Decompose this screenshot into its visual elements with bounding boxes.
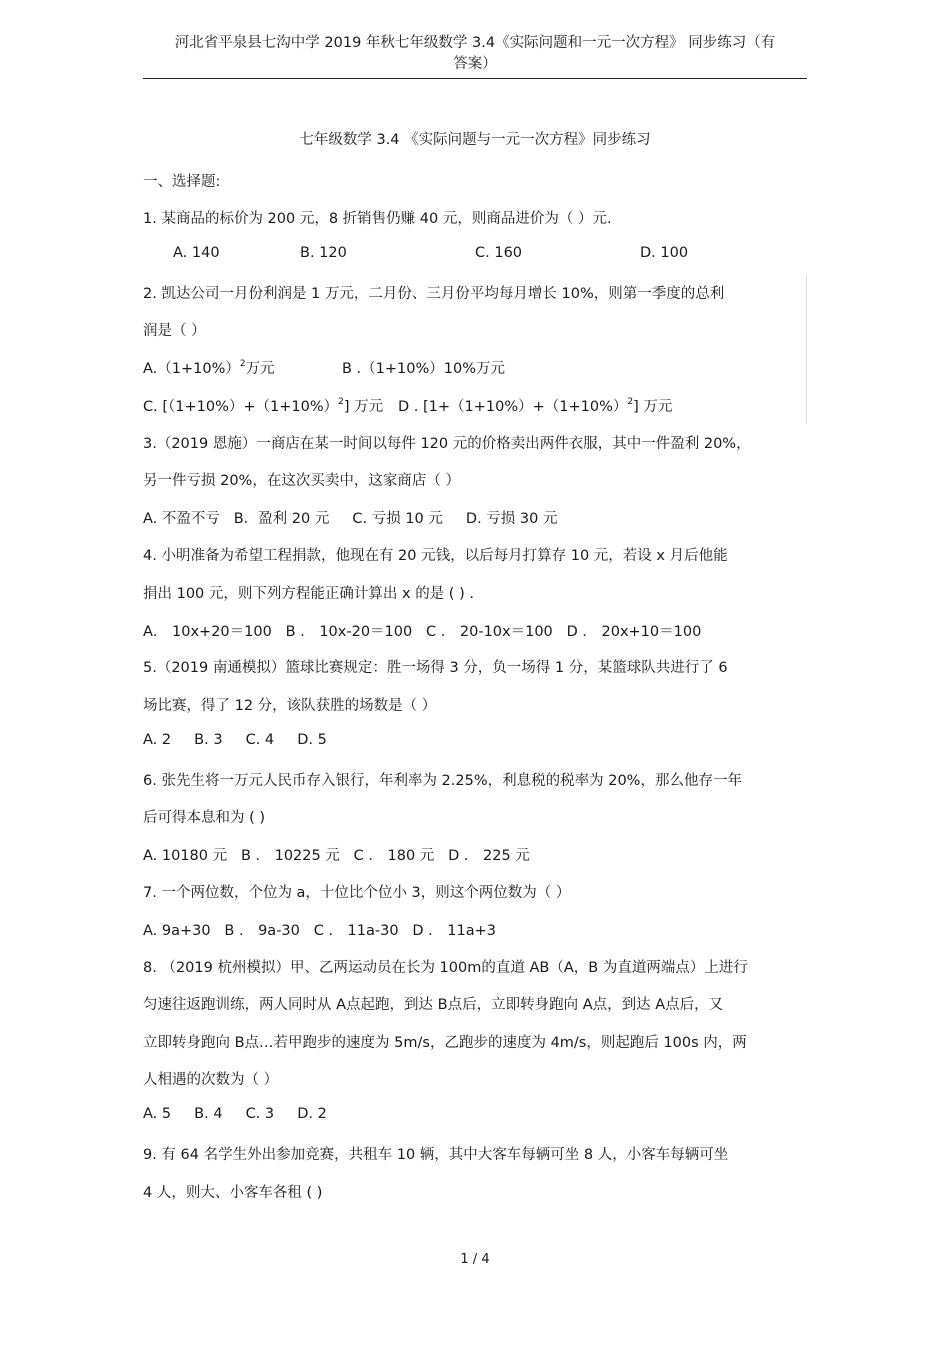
q3-options: A. 不盈不亏 B．盈利 20 元 C. 亏损 10 元 D. 亏损 30 元 (143, 511, 558, 527)
q8-options: A. 5 B. 4 C. 3 D. 2 (143, 1106, 327, 1122)
question-3-stem-line-2: 另一件亏损 20%，在这次买卖中，这家商店（ ） (143, 473, 460, 489)
question-5-stem-line-2: 场比赛，得了 12 分，该队获胜的场数是（ ） (143, 698, 437, 714)
question-4-stem-line-1: 4. 小明准备为希望工程捐款，他现在有 20 元钱，以后每月打算存 10 元，若设 x 月后他能 (143, 548, 728, 564)
question-6-stem-line-1: 6. 张先生将一万元人民币存入银行，年利率为 2.25%，利息税的税率为 20%，那么他存一年 (143, 773, 742, 789)
question-5-stem-line-1: 5.（2019 南通模拟）篮球比赛规定：胜一场得 3 分，负一场得 1 分，某篮球队共进行了 6 (143, 660, 728, 676)
question-6-stem-line-2: 后可得本息和为 ( ) (143, 810, 266, 826)
question-7-stem: 7. 一个两位数，个位为 a，十位比个位小 3，则这个两位数为（ ） (143, 885, 571, 901)
question-1-stem: 1. 某商品的标价为 200 元，8 折销售仍赚 40 元，则商品进价为（ ）元. (143, 211, 612, 227)
section-heading: 一、选择题: (143, 174, 221, 190)
question-8-stem-line-2: 匀速往返跑训练，两人同时从 A点起跑，到达 B点后，立即转身跑向 A点，到达 A点后，又 (143, 997, 724, 1013)
q1-option-c: C. 160 (475, 245, 523, 261)
q7-options: A. 9a+30 B ． 9a-30 C ． 11a-30 D ． 11a+3 (143, 923, 496, 939)
q6-options: A. 10180 元 B ． 10225 元 C ． 180 元 D ． 225 元 (143, 848, 530, 864)
question-8-stem-line-3: 立即转身跑向 B点…若甲跑步的速度为 5m/s，乙跑步的速度为 4m/s，则起跑后 100s 内，两 (143, 1035, 747, 1051)
header-line-1: 河北省平泉县七沟中学 2019 年秋七年级数学 3.4《实际问题和一元一次方程》 同步练习（有 (174, 35, 776, 51)
q1-option-b: B. 120 (300, 245, 347, 261)
page-header (143, 33, 807, 75)
header-line-2: 答案） (453, 56, 497, 72)
question-2-stem-line-2: 润是（ ） (143, 323, 206, 339)
q2-option-a: $A.(1+10\%)^2$万元 (143, 359, 275, 377)
page-number: 1 / 4 (460, 1252, 490, 1267)
q2-option-c: C. $[(1+10\%)+(1+10\%)^2]$ 万元 (143, 397, 384, 415)
q5-options: A. 2 B. 3 C. 4 D. 5 (143, 732, 327, 748)
question-9-stem-line-2: 4 人，则大、小客车各租 ( ) (143, 1185, 323, 1201)
question-4-stem-line-2: 捐出 100 元，则下列方程能正确计算出 x 的是 ( ) . (143, 586, 474, 602)
q2-option-d: D . $[1+(1+10\%)+(1+10\%)^2]$ 万元 (398, 397, 673, 415)
question-9-stem-line-1: 9. 有 64 名学生外出参加竞赛，共租车 10 辆，其中大客车每辆可坐 8 人，小客车每辆可坐 (143, 1147, 729, 1163)
document-title: 七年级数学 3.4 《实际问题与一元一次方程》同步练习 (299, 132, 651, 148)
question-3-stem-line-1: 3.（2019 恩施）一商店在某一时间以每件 120 元的价格卖出两件衣服，其中一件盈利 20%， (143, 436, 751, 452)
q2-option-b: B .（1+10%）10%万元 (342, 361, 505, 377)
question-8-stem-line-1: 8. （2019 杭州模拟）甲、乙两运动员在长为 100m的直道 AB（A，B 为直道两端点）上进行 (143, 960, 748, 976)
header-divider (143, 78, 807, 79)
q1-option-d: D. 100 (640, 245, 689, 261)
question-2-stem-line-1: 2. 凯达公司一月份利润是 1 万元，二月份、三月份平均每月增长 10%，则第一季度的总利 (143, 286, 725, 302)
q4-options: A． 10x+20＝100 B ． 10x-20＝100 C ． 20-10x＝100 D ． 20x+10＝100 (143, 624, 702, 640)
question-8-stem-line-4: 人相遇的次数为（ ） (143, 1072, 279, 1088)
q1-option-a: A. 140 (173, 245, 220, 261)
margin-mark (806, 276, 807, 424)
